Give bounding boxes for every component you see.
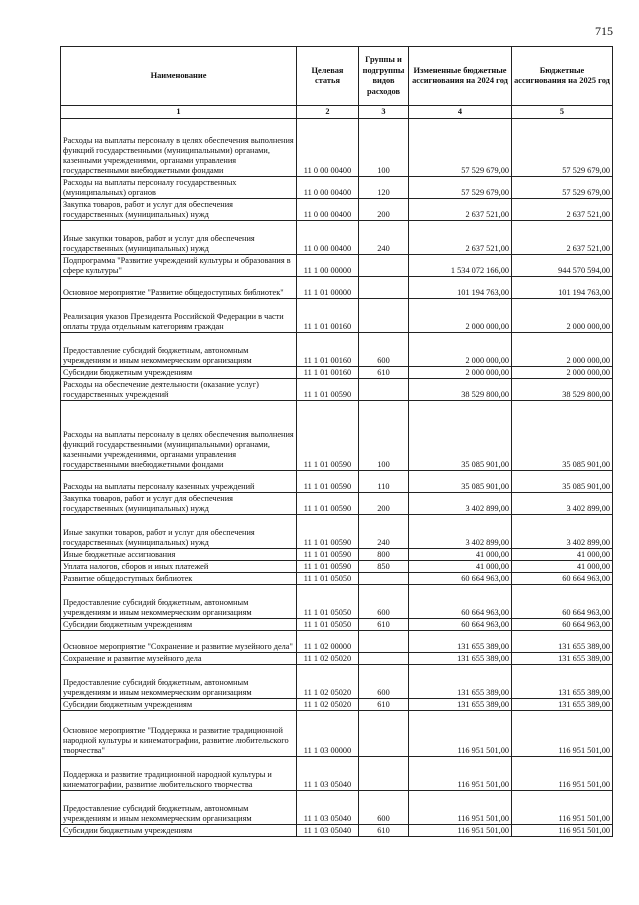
table-row <box>61 631 613 653</box>
row-amount-2024: 41 000,00 <box>409 549 512 561</box>
table-row <box>61 199 613 221</box>
table-row <box>61 401 613 471</box>
row-target-code: 11 1 02 05020 <box>297 699 359 711</box>
row-amount-2024: 2 637 521,00 <box>409 199 512 221</box>
row-expense-group: 110 <box>359 471 409 493</box>
row-target-code: 11 0 00 00400 <box>297 199 359 221</box>
row-name: Закупка товаров, работ и услуг для обеспечения государственных (муниципальных) нужд <box>61 493 297 515</box>
row-target-code: 11 1 03 05040 <box>297 757 359 791</box>
row-amount-2024: 2 000 000,00 <box>409 299 512 333</box>
column-number-row <box>61 106 613 119</box>
row-amount-2024: 101 194 763,00 <box>409 277 512 299</box>
row-name: Субсидии бюджетным учреждениям <box>61 825 297 837</box>
row-expense-group: 120 <box>359 177 409 199</box>
row-target-code: 11 1 03 05040 <box>297 791 359 825</box>
header-group: Группы и подгруппы видов расходов <box>359 47 409 106</box>
header-amount-2024: Измененные бюджетные ассигнования на 2024 год <box>409 47 512 106</box>
row-expense-group <box>359 299 409 333</box>
table-row <box>61 791 613 825</box>
table-row <box>61 549 613 561</box>
row-amount-2025: 35 085 901,00 <box>512 401 613 471</box>
row-amount-2025: 41 000,00 <box>512 561 613 573</box>
header-row <box>61 47 613 106</box>
row-amount-2024: 131 655 389,00 <box>409 699 512 711</box>
row-amount-2025: 35 085 901,00 <box>512 471 613 493</box>
row-expense-group <box>359 277 409 299</box>
row-expense-group: 610 <box>359 825 409 837</box>
row-target-code: 11 1 01 00590 <box>297 401 359 471</box>
row-target-code: 11 1 03 05040 <box>297 825 359 837</box>
row-amount-2024: 2 000 000,00 <box>409 333 512 367</box>
table-row <box>61 573 613 585</box>
table-row <box>61 653 613 665</box>
table-row <box>61 255 613 277</box>
row-expense-group <box>359 757 409 791</box>
row-target-code: 11 1 01 00000 <box>297 277 359 299</box>
row-amount-2024: 3 402 899,00 <box>409 515 512 549</box>
row-name: Основное мероприятие "Развитие общедоступных библиотек" <box>61 277 297 299</box>
table-row <box>61 699 613 711</box>
row-amount-2025: 2 637 521,00 <box>512 199 613 221</box>
row-name: Иные закупки товаров, работ и услуг для обеспечения государственных (муниципальных) нужд <box>61 221 297 255</box>
row-expense-group: 800 <box>359 549 409 561</box>
row-name: Поддержка и развитие традиционной народной культуры и кинематографии, развитие любительского творчества <box>61 757 297 791</box>
row-target-code: 11 1 01 00160 <box>297 299 359 333</box>
row-amount-2024: 116 951 501,00 <box>409 825 512 837</box>
row-name: Субсидии бюджетным учреждениям <box>61 367 297 379</box>
row-amount-2024: 57 529 679,00 <box>409 177 512 199</box>
table-row <box>61 515 613 549</box>
row-target-code: 11 0 00 00400 <box>297 221 359 255</box>
row-amount-2025: 3 402 899,00 <box>512 515 613 549</box>
row-expense-group: 610 <box>359 367 409 379</box>
row-target-code: 11 1 01 00590 <box>297 549 359 561</box>
row-amount-2024: 60 664 963,00 <box>409 573 512 585</box>
row-amount-2025: 116 951 501,00 <box>512 825 613 837</box>
row-target-code: 11 1 03 00000 <box>297 711 359 757</box>
row-name: Предоставление субсидий бюджетным, автономным учреждениям и иным некоммерческим организациям <box>61 585 297 619</box>
row-target-code: 11 1 01 05050 <box>297 573 359 585</box>
row-amount-2025: 57 529 679,00 <box>512 119 613 177</box>
row-target-code: 11 1 01 00590 <box>297 379 359 401</box>
row-amount-2024: 116 951 501,00 <box>409 711 512 757</box>
row-name: Расходы на выплаты персоналу в целях обеспечения выполнения функций государственными (муниципальными) органами, казенными учреждениями, органами управления государственными внебюджетными фондами <box>61 119 297 177</box>
row-amount-2024: 35 085 901,00 <box>409 401 512 471</box>
table-row <box>61 471 613 493</box>
row-target-code: 11 1 00 00000 <box>297 255 359 277</box>
row-expense-group: 100 <box>359 119 409 177</box>
row-name: Предоставление субсидий бюджетным, автономным учреждениям и иным некоммерческим организациям <box>61 791 297 825</box>
row-target-code: 11 1 01 00590 <box>297 561 359 573</box>
row-name: Субсидии бюджетным учреждениям <box>61 699 297 711</box>
row-amount-2025: 60 664 963,00 <box>512 619 613 631</box>
row-amount-2025: 2 000 000,00 <box>512 299 613 333</box>
row-amount-2025: 3 402 899,00 <box>512 493 613 515</box>
row-target-code: 11 1 01 00590 <box>297 515 359 549</box>
row-expense-group: 600 <box>359 333 409 367</box>
column-number: 4 <box>409 106 512 119</box>
row-amount-2025: 38 529 800,00 <box>512 379 613 401</box>
row-amount-2024: 131 655 389,00 <box>409 665 512 699</box>
row-name: Расходы на выплаты персоналу государственных (муниципальных) органов <box>61 177 297 199</box>
row-name: Основное мероприятие "Сохранение и развитие музейного дела" <box>61 631 297 653</box>
row-amount-2024: 38 529 800,00 <box>409 379 512 401</box>
row-name: Иные закупки товаров, работ и услуг для обеспечения государственных (муниципальных) нужд <box>61 515 297 549</box>
row-expense-group: 240 <box>359 515 409 549</box>
row-amount-2024: 1 534 072 166,00 <box>409 255 512 277</box>
row-amount-2025: 57 529 679,00 <box>512 177 613 199</box>
row-name: Развитие общедоступных библиотек <box>61 573 297 585</box>
header-code: Целевая статья <box>297 47 359 106</box>
row-expense-group: 200 <box>359 199 409 221</box>
column-number: 1 <box>61 106 297 119</box>
table-row <box>61 585 613 619</box>
row-name: Предоставление субсидий бюджетным, автономным учреждениям и иным некоммерческим организациям <box>61 665 297 699</box>
row-target-code: 11 1 02 00000 <box>297 631 359 653</box>
row-name: Закупка товаров, работ и услуг для обеспечения государственных (муниципальных) нужд <box>61 199 297 221</box>
row-amount-2025: 131 655 389,00 <box>512 665 613 699</box>
row-expense-group <box>359 653 409 665</box>
row-expense-group: 240 <box>359 221 409 255</box>
row-name: Расходы на выплаты персоналу в целях обеспечения выполнения функций государственными (муниципальными) органами, казенными учреждениями, органами управления государственными внебюджетными фондами <box>61 401 297 471</box>
row-amount-2025: 131 655 389,00 <box>512 653 613 665</box>
row-amount-2025: 60 664 963,00 <box>512 585 613 619</box>
column-number: 2 <box>297 106 359 119</box>
row-name: Расходы на выплаты персоналу казенных учреждений <box>61 471 297 493</box>
row-amount-2025: 116 951 501,00 <box>512 711 613 757</box>
row-target-code: 11 0 00 00400 <box>297 177 359 199</box>
row-name: Предоставление субсидий бюджетным, автономным учреждениям и иным некоммерческим организациям <box>61 333 297 367</box>
row-target-code: 11 1 01 05050 <box>297 585 359 619</box>
row-name: Иные бюджетные ассигнования <box>61 549 297 561</box>
row-amount-2025: 944 570 594,00 <box>512 255 613 277</box>
row-amount-2025: 116 951 501,00 <box>512 757 613 791</box>
row-name: Субсидии бюджетным учреждениям <box>61 619 297 631</box>
row-name: Подпрограмма "Развитие учреждений культуры и образования в сфере культуры" <box>61 255 297 277</box>
row-expense-group: 200 <box>359 493 409 515</box>
table-row <box>61 493 613 515</box>
table-row <box>61 561 613 573</box>
row-amount-2025: 2 000 000,00 <box>512 333 613 367</box>
row-target-code: 11 1 01 00160 <box>297 367 359 379</box>
row-amount-2024: 2 000 000,00 <box>409 367 512 379</box>
table-row <box>61 277 613 299</box>
row-amount-2024: 2 637 521,00 <box>409 221 512 255</box>
row-name: Основное мероприятие "Поддержка и развитие традиционной народной культуры и кинематографии, развитие любительского творчества" <box>61 711 297 757</box>
row-name: Уплата налогов, сборов и иных платежей <box>61 561 297 573</box>
row-expense-group <box>359 255 409 277</box>
row-target-code: 11 1 02 05020 <box>297 665 359 699</box>
row-expense-group: 610 <box>359 619 409 631</box>
page-number: 715 <box>595 24 613 38</box>
budget-table <box>60 46 613 837</box>
row-amount-2025: 116 951 501,00 <box>512 791 613 825</box>
row-target-code: 11 1 01 00590 <box>297 471 359 493</box>
row-amount-2024: 116 951 501,00 <box>409 791 512 825</box>
table-row <box>61 379 613 401</box>
table-row <box>61 177 613 199</box>
row-expense-group: 600 <box>359 585 409 619</box>
row-amount-2025: 60 664 963,00 <box>512 573 613 585</box>
row-amount-2024: 131 655 389,00 <box>409 631 512 653</box>
row-amount-2025: 101 194 763,00 <box>512 277 613 299</box>
row-expense-group <box>359 379 409 401</box>
row-amount-2024: 57 529 679,00 <box>409 119 512 177</box>
table-row <box>61 119 613 177</box>
table-row <box>61 825 613 837</box>
row-expense-group: 600 <box>359 791 409 825</box>
row-amount-2024: 60 664 963,00 <box>409 585 512 619</box>
table-row <box>61 367 613 379</box>
header-name: Наименование <box>61 47 297 106</box>
row-target-code: 11 1 01 05050 <box>297 619 359 631</box>
row-target-code: 11 1 02 05020 <box>297 653 359 665</box>
row-amount-2024: 41 000,00 <box>409 561 512 573</box>
table-row <box>61 221 613 255</box>
row-amount-2024: 60 664 963,00 <box>409 619 512 631</box>
row-expense-group <box>359 573 409 585</box>
row-target-code: 11 1 01 00160 <box>297 333 359 367</box>
row-expense-group: 850 <box>359 561 409 573</box>
row-expense-group <box>359 631 409 653</box>
row-expense-group: 100 <box>359 401 409 471</box>
row-name: Сохранение и развитие музейного дела <box>61 653 297 665</box>
row-name: Расходы на обеспечение деятельности (оказание услуг) государственных учреждений <box>61 379 297 401</box>
column-number: 3 <box>359 106 409 119</box>
row-target-code: 11 0 00 00400 <box>297 119 359 177</box>
row-target-code: 11 1 01 00590 <box>297 493 359 515</box>
table-row <box>61 619 613 631</box>
row-expense-group: 610 <box>359 699 409 711</box>
table-row <box>61 665 613 699</box>
column-number: 5 <box>512 106 613 119</box>
row-expense-group <box>359 711 409 757</box>
row-amount-2024: 131 655 389,00 <box>409 653 512 665</box>
row-expense-group: 600 <box>359 665 409 699</box>
row-amount-2025: 2 637 521,00 <box>512 221 613 255</box>
table-row <box>61 711 613 757</box>
table-row <box>61 333 613 367</box>
row-amount-2024: 116 951 501,00 <box>409 757 512 791</box>
row-amount-2025: 131 655 389,00 <box>512 631 613 653</box>
row-amount-2025: 41 000,00 <box>512 549 613 561</box>
header-amount-2025: Бюджетные ассигнования на 2025 год <box>512 47 613 106</box>
table-row <box>61 299 613 333</box>
row-amount-2024: 3 402 899,00 <box>409 493 512 515</box>
row-amount-2025: 131 655 389,00 <box>512 699 613 711</box>
table-row <box>61 757 613 791</box>
row-amount-2024: 35 085 901,00 <box>409 471 512 493</box>
row-name: Реализация указов Президента Российской Федерации в части оплаты труда отдельным категориям граждан <box>61 299 297 333</box>
row-amount-2025: 2 000 000,00 <box>512 367 613 379</box>
